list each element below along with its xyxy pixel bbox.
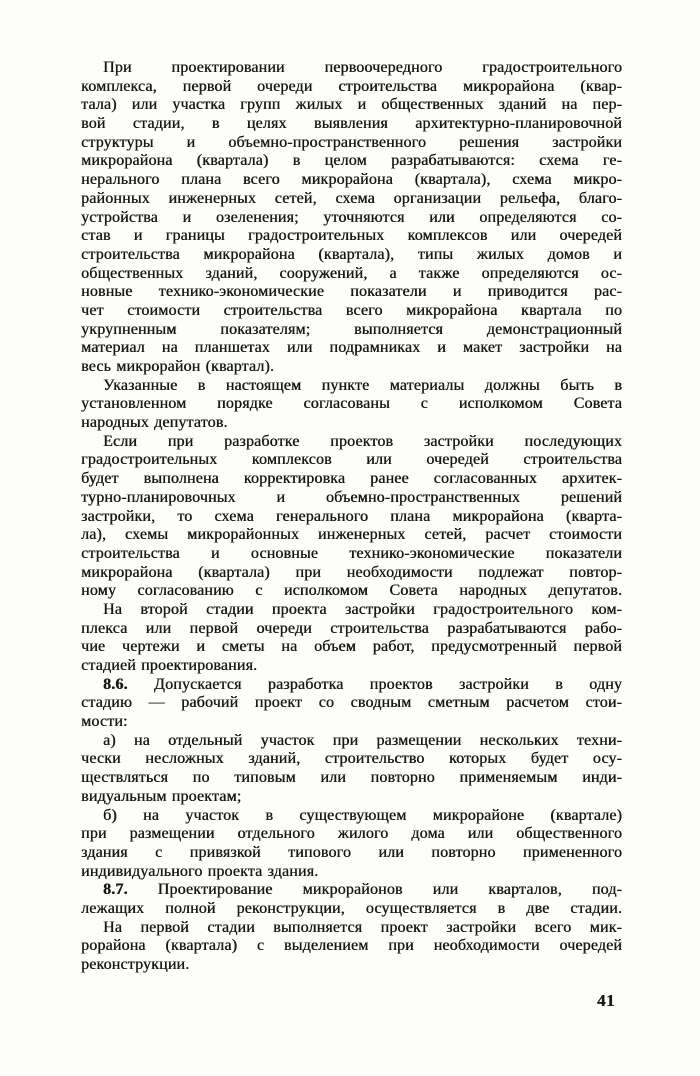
text-line: районных инженерных сетей, схема организации рельефа, благо- <box>81 189 622 207</box>
scan-overline-artifact: ии. <box>600 899 622 917</box>
text-line: укрупненным показателям; выполняется демонстрационный <box>81 320 622 338</box>
text-line: Указанные в настоящем пункте материалы должны быть в <box>103 376 622 394</box>
text-line: индивидуального проекта здания. <box>81 862 319 880</box>
text-line: градостроительных комплексов или очередей строительства <box>81 451 622 469</box>
text-line: микрорайона (квартала) в целом разрабатываются: схема ге- <box>81 152 622 170</box>
text-line: чески несложных зданий, строительство которых будет осу- <box>81 750 622 768</box>
text-line: плекса или первой очереди строительства разрабатываются рабо- <box>81 619 622 637</box>
text-line: чие чертежи и сметы на объем работ, предусмотренный первой <box>81 638 622 656</box>
text-line: турно-планировочных и объемно-пространственных решений <box>81 488 622 506</box>
text-line: На первой стадии выполняется проект застройки всего мик- <box>103 918 622 936</box>
text-line: ществляться по типовым или повторно применяемым инди- <box>81 769 622 787</box>
text-line: народных депутатов. <box>81 414 228 432</box>
text-line: став и границы градостроительных комплексов или очередей <box>81 227 622 245</box>
text-line: будет выполнена корректировка ранее согласованных архитек- <box>81 470 622 488</box>
text-line: материал на планшетах или подрамниках и макет застройки на <box>81 339 622 357</box>
text-line: Если при разработке проектов застройки последующих <box>103 432 622 450</box>
text-line: При проектировании первоочередного градостроительного <box>103 59 622 76</box>
text-line: застройки, то схема генерального плана микрорайона (кварта- <box>81 507 622 525</box>
page-number: 41 <box>597 991 615 1010</box>
text-line: при размещении отдельного жилого дома или общественного <box>81 825 622 843</box>
text-line: здания с привязкой типового или повторно примененного <box>81 843 622 861</box>
text-line: ла), схемы микрорайонных инженерных сетей, расчет стоимости <box>81 526 622 544</box>
text-line: новные технико-экономические показатели и приводится рас- <box>81 283 622 301</box>
text-line: строительства микрорайона (квартала), типы жилых домов и <box>81 245 622 263</box>
text-line: тала) или участка групп жилых и общественных зданий на пер- <box>81 96 622 114</box>
text-line: 8.6. Допускается разработка проектов застройки в одну <box>103 675 622 693</box>
text-line: общественных зданий, сооружений, а также определяются ос- <box>81 264 622 282</box>
text-line: 8.7. Проектирование микрорайонов или кварталов, под- <box>103 881 622 899</box>
section-number: 8.6. <box>103 675 128 693</box>
text-line: комплекса, первой очереди строительства микрорайона (квар- <box>81 77 622 95</box>
text-line: рорайона (квартала) с выделением при необходимости очередей <box>81 937 622 955</box>
text-line: микрорайона (квартала) при необходимости подлежат повтор- <box>81 563 622 581</box>
text-line: б) на участок в существующем микрорайоне (квартале) <box>103 806 622 824</box>
text-line: устройства и озеленения; уточняются или определяются со- <box>81 208 622 226</box>
text-line: а) на отдельный участок при размещении нескольких техни- <box>103 731 622 749</box>
text-line: весь микрорайон (квартал). <box>81 358 275 375</box>
text-line: ному согласованию с исполкомом Совета народных депутатов. <box>81 582 622 600</box>
text-line: чет стоимости строительства всего микрорайона квартала по <box>81 301 622 319</box>
text-line: реконструкции. <box>81 956 190 973</box>
text-line: На второй стадии проекта застройки градостроительного ком- <box>103 600 622 618</box>
text-line: мости: <box>81 713 128 731</box>
text-line: структуры и объемно-пространственного решения застройки <box>81 133 622 151</box>
text-line: стадию — рабочий проект со сводным сметным расчетом стои- <box>81 694 622 712</box>
text-line: видуальным проектам; <box>81 787 242 805</box>
text-line: установленном порядке согласованы с исполкомом Совета <box>81 395 622 413</box>
text-line: вой стадии, в целях выявления архитектурно-планировочной <box>81 115 622 133</box>
text-line: строительства и основные технико-экономические показатели <box>81 544 622 562</box>
section-number: 8.7. <box>103 881 128 899</box>
text-line: нерального плана всего микрорайона (квартала), схема микро- <box>81 171 622 189</box>
text-line: лежащих полной реконструкции, осуществляется в две стадии. <box>81 899 622 917</box>
text-block <box>81 59 622 975</box>
text-line: стадией проектирования. <box>81 657 258 674</box>
